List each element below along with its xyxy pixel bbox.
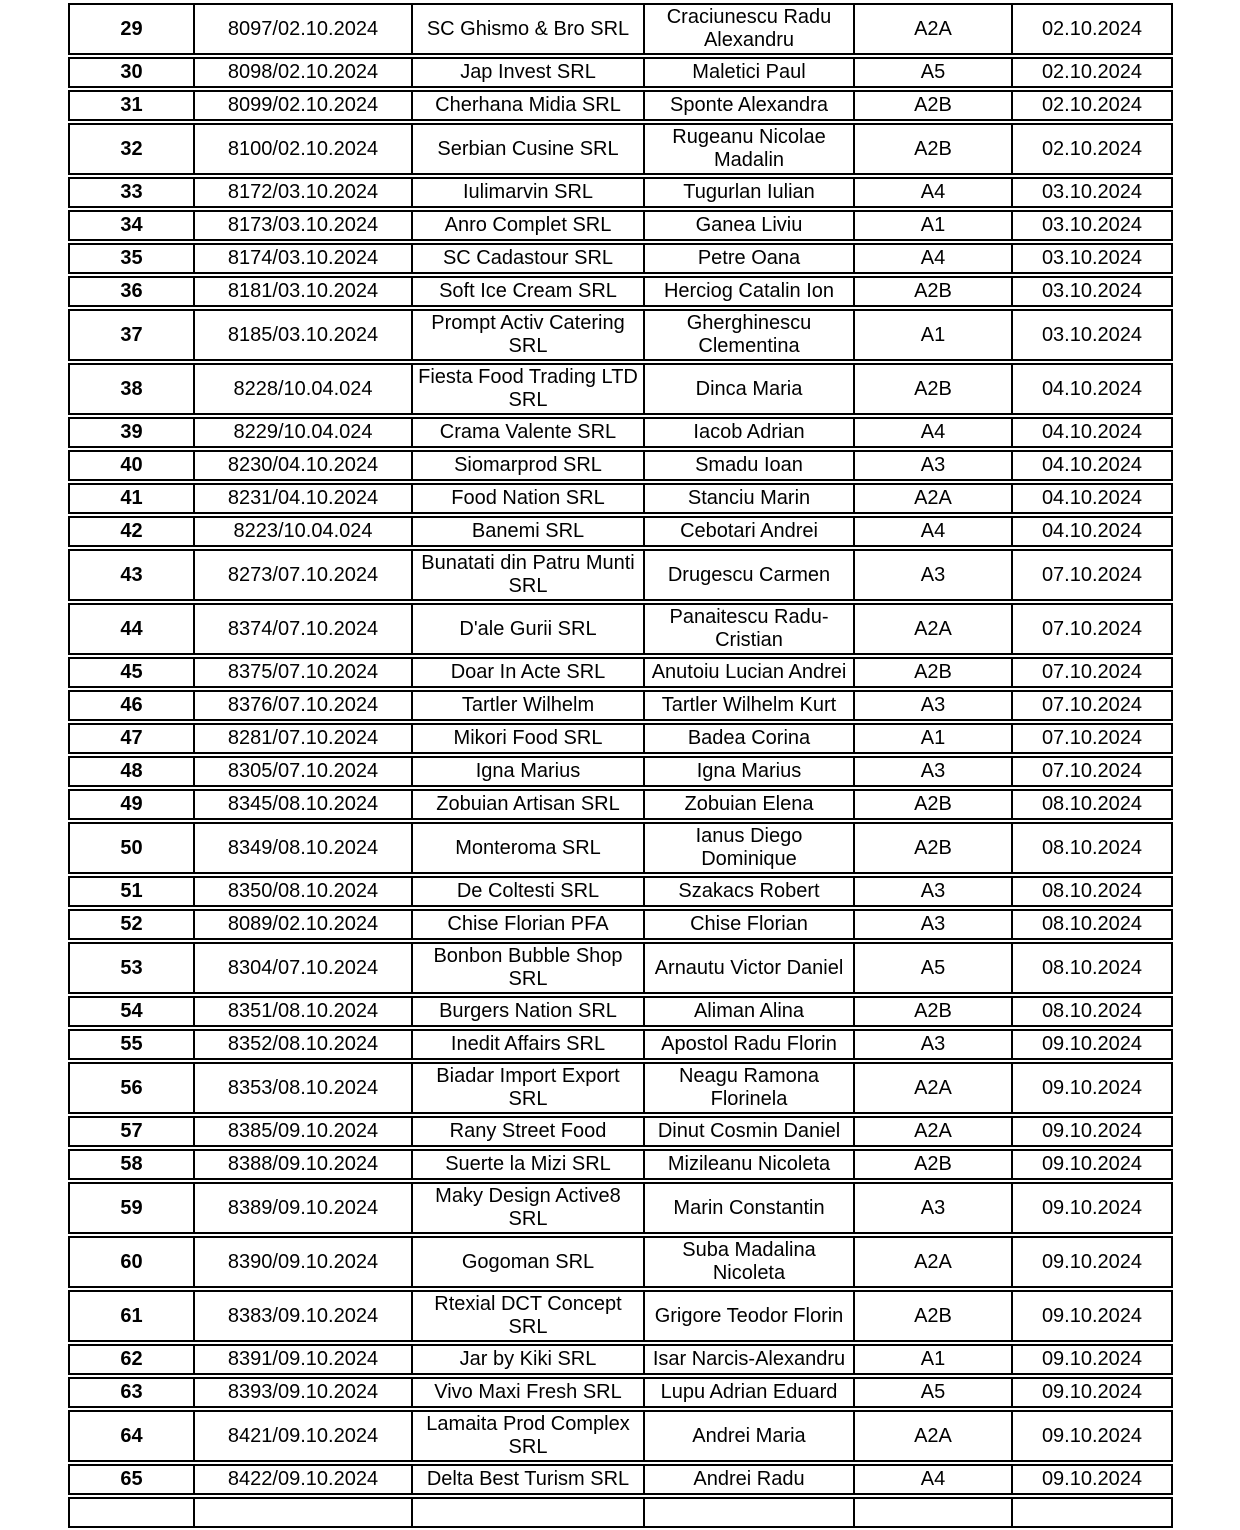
cell-classification-code: A4	[855, 417, 1013, 448]
cell-registration-number: 8393/09.10.2024	[195, 1377, 413, 1408]
cell-row-number: 48	[68, 756, 195, 787]
cell-classification-code: A2A	[855, 483, 1013, 514]
cell-empty	[195, 1497, 413, 1528]
table-row	[68, 1182, 1173, 1234]
cell-classification-code: A4	[855, 177, 1013, 208]
cell-company-name: Zobuian Artisan SRL	[413, 789, 645, 820]
cell-company-name: Jar by Kiki SRL	[413, 1344, 645, 1375]
cell-classification-code: A3	[855, 909, 1013, 940]
cell-classification-code: A4	[855, 1464, 1013, 1495]
cell-representative-name: Anutoiu Lucian Andrei	[645, 657, 855, 688]
table-row	[68, 1290, 1173, 1342]
cell-row-number: 59	[68, 1182, 195, 1234]
cell-classification-code: A2A	[855, 1062, 1013, 1114]
cell-classification-code: A5	[855, 942, 1013, 994]
cell-date: 07.10.2024	[1013, 756, 1173, 787]
cell-representative-name: Petre Oana	[645, 243, 855, 274]
cell-empty	[645, 1497, 855, 1528]
cell-classification-code: A2B	[855, 90, 1013, 121]
cell-classification-code: A2B	[855, 789, 1013, 820]
cell-classification-code: A1	[855, 1344, 1013, 1375]
cell-representative-name: Grigore Teodor Florin	[645, 1290, 855, 1342]
cell-classification-code: A2A	[855, 603, 1013, 655]
cell-company-name: Mikori Food SRL	[413, 723, 645, 754]
cell-date: 09.10.2024	[1013, 1377, 1173, 1408]
cell-date: 08.10.2024	[1013, 876, 1173, 907]
cell-registration-number: 8305/07.10.2024	[195, 756, 413, 787]
table-row	[68, 1236, 1173, 1288]
table-row	[68, 309, 1173, 361]
cell-company-name: Prompt Activ Catering SRL	[413, 309, 645, 361]
cell-registration-number: 8374/07.10.2024	[195, 603, 413, 655]
cell-date: 04.10.2024	[1013, 516, 1173, 547]
table-row	[68, 1149, 1173, 1180]
cell-representative-name: Stanciu Marin	[645, 483, 855, 514]
table-row	[68, 3, 1173, 55]
table-row	[68, 1464, 1173, 1495]
table-row	[68, 1344, 1173, 1375]
cell-row-number: 52	[68, 909, 195, 940]
cell-company-name: Doar In Acte SRL	[413, 657, 645, 688]
table-row	[68, 276, 1173, 307]
cell-representative-name: Tartler Wilhelm Kurt	[645, 690, 855, 721]
cell-representative-name: Craciunescu Radu Alexandru	[645, 3, 855, 55]
table-row	[68, 483, 1173, 514]
cell-row-number: 43	[68, 549, 195, 601]
cell-representative-name: Chise Florian	[645, 909, 855, 940]
cell-registration-number: 8383/09.10.2024	[195, 1290, 413, 1342]
cell-empty	[68, 1497, 195, 1528]
cell-company-name: Bonbon Bubble Shop SRL	[413, 942, 645, 994]
cell-row-number: 62	[68, 1344, 195, 1375]
cell-date: 02.10.2024	[1013, 123, 1173, 175]
cell-representative-name: Andrei Radu	[645, 1464, 855, 1495]
cell-company-name: Cherhana Midia SRL	[413, 90, 645, 121]
cell-company-name: Soft Ice Cream SRL	[413, 276, 645, 307]
cell-representative-name: Zobuian Elena	[645, 789, 855, 820]
cell-registration-number: 8385/09.10.2024	[195, 1116, 413, 1147]
cell-registration-number: 8099/02.10.2024	[195, 90, 413, 121]
table-row	[68, 123, 1173, 175]
cell-row-number: 64	[68, 1410, 195, 1462]
cell-company-name: Rtexial DCT Concept SRL	[413, 1290, 645, 1342]
cell-date: 03.10.2024	[1013, 309, 1173, 361]
cell-company-name: Monteroma SRL	[413, 822, 645, 874]
table-row	[68, 876, 1173, 907]
cell-classification-code: A3	[855, 1029, 1013, 1060]
cell-row-number: 36	[68, 276, 195, 307]
cell-classification-code: A2A	[855, 1410, 1013, 1462]
cell-company-name: Vivo Maxi Fresh SRL	[413, 1377, 645, 1408]
cell-company-name: Jap Invest SRL	[413, 57, 645, 88]
cell-company-name: Anro Complet SRL	[413, 210, 645, 241]
cell-row-number: 29	[68, 3, 195, 55]
cell-representative-name: Gherghinescu Clementina	[645, 309, 855, 361]
cell-registration-number: 8351/08.10.2024	[195, 996, 413, 1027]
table-row	[68, 603, 1173, 655]
cell-representative-name: Arnautu Victor Daniel	[645, 942, 855, 994]
cell-company-name: Iulimarvin SRL	[413, 177, 645, 208]
cell-row-number: 42	[68, 516, 195, 547]
table-row	[68, 723, 1173, 754]
cell-date: 08.10.2024	[1013, 942, 1173, 994]
cell-row-number: 58	[68, 1149, 195, 1180]
cell-classification-code: A2B	[855, 123, 1013, 175]
cell-registration-number: 8228/10.04.024	[195, 363, 413, 415]
cell-classification-code: A3	[855, 756, 1013, 787]
cell-representative-name: Marin Constantin	[645, 1182, 855, 1234]
cell-company-name: Biadar Import Export SRL	[413, 1062, 645, 1114]
cell-representative-name: Lupu Adrian Eduard	[645, 1377, 855, 1408]
cell-date: 09.10.2024	[1013, 1116, 1173, 1147]
cell-row-number: 37	[68, 309, 195, 361]
cell-registration-number: 8172/03.10.2024	[195, 177, 413, 208]
cell-date: 09.10.2024	[1013, 1344, 1173, 1375]
cell-date: 07.10.2024	[1013, 603, 1173, 655]
registry-table	[68, 1, 1173, 1530]
cell-registration-number: 8388/09.10.2024	[195, 1149, 413, 1180]
cell-classification-code: A2B	[855, 363, 1013, 415]
cell-registration-number: 8391/09.10.2024	[195, 1344, 413, 1375]
table-row	[68, 450, 1173, 481]
cell-date: 09.10.2024	[1013, 1182, 1173, 1234]
table-row	[68, 822, 1173, 874]
cell-date: 02.10.2024	[1013, 90, 1173, 121]
cell-company-name: Siomarprod SRL	[413, 450, 645, 481]
cell-date: 04.10.2024	[1013, 363, 1173, 415]
cell-row-number: 38	[68, 363, 195, 415]
cell-row-number: 54	[68, 996, 195, 1027]
table-row	[68, 996, 1173, 1027]
table-row	[68, 657, 1173, 688]
cell-empty	[413, 1497, 645, 1528]
cell-classification-code: A2A	[855, 3, 1013, 55]
table-row	[68, 363, 1173, 415]
cell-representative-name: Badea Corina	[645, 723, 855, 754]
cell-registration-number: 8353/08.10.2024	[195, 1062, 413, 1114]
cell-registration-number: 8350/08.10.2024	[195, 876, 413, 907]
cell-company-name: Food Nation SRL	[413, 483, 645, 514]
cell-row-number: 53	[68, 942, 195, 994]
table-row-partial	[68, 1497, 1173, 1528]
cell-representative-name: Dinca Maria	[645, 363, 855, 415]
table-row	[68, 210, 1173, 241]
cell-representative-name: Apostol Radu Florin	[645, 1029, 855, 1060]
table-row	[68, 1116, 1173, 1147]
cell-registration-number: 8390/09.10.2024	[195, 1236, 413, 1288]
cell-date: 09.10.2024	[1013, 1410, 1173, 1462]
cell-representative-name: Smadu Ioan	[645, 450, 855, 481]
cell-company-name: Tartler Wilhelm	[413, 690, 645, 721]
cell-row-number: 31	[68, 90, 195, 121]
cell-date: 07.10.2024	[1013, 549, 1173, 601]
cell-classification-code: A2B	[855, 996, 1013, 1027]
cell-classification-code: A2A	[855, 1236, 1013, 1288]
cell-classification-code: A2A	[855, 1116, 1013, 1147]
cell-representative-name: Szakacs Robert	[645, 876, 855, 907]
cell-registration-number: 8375/07.10.2024	[195, 657, 413, 688]
cell-row-number: 65	[68, 1464, 195, 1495]
cell-date: 04.10.2024	[1013, 450, 1173, 481]
table-row	[68, 417, 1173, 448]
cell-classification-code: A3	[855, 549, 1013, 601]
cell-date: 09.10.2024	[1013, 1062, 1173, 1114]
document-page	[68, 1, 1173, 1530]
table-row	[68, 789, 1173, 820]
cell-registration-number: 8345/08.10.2024	[195, 789, 413, 820]
table-row	[68, 243, 1173, 274]
cell-representative-name: Sponte Alexandra	[645, 90, 855, 121]
cell-registration-number: 8229/10.04.024	[195, 417, 413, 448]
cell-representative-name: Neagu Ramona Florinela	[645, 1062, 855, 1114]
cell-row-number: 41	[68, 483, 195, 514]
cell-date: 03.10.2024	[1013, 276, 1173, 307]
table-row	[68, 549, 1173, 601]
cell-company-name: De Coltesti SRL	[413, 876, 645, 907]
table-row	[68, 516, 1173, 547]
cell-date: 08.10.2024	[1013, 996, 1173, 1027]
cell-row-number: 35	[68, 243, 195, 274]
cell-classification-code: A1	[855, 309, 1013, 361]
cell-row-number: 32	[68, 123, 195, 175]
cell-classification-code: A3	[855, 690, 1013, 721]
table-row	[68, 177, 1173, 208]
cell-company-name: SC Ghismo & Bro SRL	[413, 3, 645, 55]
cell-row-number: 57	[68, 1116, 195, 1147]
cell-date: 09.10.2024	[1013, 1029, 1173, 1060]
cell-company-name: Igna Marius	[413, 756, 645, 787]
cell-row-number: 60	[68, 1236, 195, 1288]
cell-row-number: 56	[68, 1062, 195, 1114]
table-row	[68, 1029, 1173, 1060]
cell-row-number: 47	[68, 723, 195, 754]
cell-date: 09.10.2024	[1013, 1290, 1173, 1342]
cell-company-name: Chise Florian PFA	[413, 909, 645, 940]
cell-company-name: Banemi SRL	[413, 516, 645, 547]
cell-classification-code: A2B	[855, 1290, 1013, 1342]
cell-registration-number: 8185/03.10.2024	[195, 309, 413, 361]
cell-classification-code: A3	[855, 876, 1013, 907]
cell-classification-code: A2B	[855, 822, 1013, 874]
cell-date: 04.10.2024	[1013, 483, 1173, 514]
cell-empty	[855, 1497, 1013, 1528]
cell-classification-code: A2B	[855, 1149, 1013, 1180]
cell-date: 07.10.2024	[1013, 690, 1173, 721]
cell-company-name: Crama Valente SRL	[413, 417, 645, 448]
cell-registration-number: 8352/08.10.2024	[195, 1029, 413, 1060]
cell-date: 08.10.2024	[1013, 909, 1173, 940]
cell-row-number: 40	[68, 450, 195, 481]
cell-representative-name: Herciog Catalin Ion	[645, 276, 855, 307]
cell-company-name: Delta Best Turism SRL	[413, 1464, 645, 1495]
cell-date: 04.10.2024	[1013, 417, 1173, 448]
cell-date: 02.10.2024	[1013, 57, 1173, 88]
cell-classification-code: A2B	[855, 657, 1013, 688]
cell-representative-name: Isar Narcis-Alexandru	[645, 1344, 855, 1375]
cell-company-name: D'ale Gurii SRL	[413, 603, 645, 655]
cell-registration-number: 8389/09.10.2024	[195, 1182, 413, 1234]
cell-representative-name: Andrei Maria	[645, 1410, 855, 1462]
cell-registration-number: 8098/02.10.2024	[195, 57, 413, 88]
cell-row-number: 55	[68, 1029, 195, 1060]
cell-date: 08.10.2024	[1013, 822, 1173, 874]
cell-company-name: Maky Design Active8 SRL	[413, 1182, 645, 1234]
cell-registration-number: 8376/07.10.2024	[195, 690, 413, 721]
cell-registration-number: 8349/08.10.2024	[195, 822, 413, 874]
cell-row-number: 33	[68, 177, 195, 208]
cell-date: 07.10.2024	[1013, 657, 1173, 688]
cell-registration-number: 8231/04.10.2024	[195, 483, 413, 514]
cell-representative-name: Rugeanu Nicolae Madalin	[645, 123, 855, 175]
cell-representative-name: Cebotari Andrei	[645, 516, 855, 547]
cell-registration-number: 8173/03.10.2024	[195, 210, 413, 241]
cell-registration-number: 8100/02.10.2024	[195, 123, 413, 175]
cell-registration-number: 8174/03.10.2024	[195, 243, 413, 274]
cell-empty	[1013, 1497, 1173, 1528]
cell-registration-number: 8089/02.10.2024	[195, 909, 413, 940]
cell-representative-name: Iacob Adrian	[645, 417, 855, 448]
cell-registration-number: 8273/07.10.2024	[195, 549, 413, 601]
table-row	[68, 909, 1173, 940]
cell-representative-name: Mizileanu Nicoleta	[645, 1149, 855, 1180]
cell-date: 02.10.2024	[1013, 3, 1173, 55]
cell-classification-code: A5	[855, 57, 1013, 88]
cell-date: 03.10.2024	[1013, 177, 1173, 208]
cell-company-name: Suerte la Mizi SRL	[413, 1149, 645, 1180]
cell-registration-number: 8421/09.10.2024	[195, 1410, 413, 1462]
cell-row-number: 39	[68, 417, 195, 448]
cell-representative-name: Aliman Alina	[645, 996, 855, 1027]
cell-classification-code: A3	[855, 1182, 1013, 1234]
cell-company-name: Burgers Nation SRL	[413, 996, 645, 1027]
table-row	[68, 942, 1173, 994]
cell-date: 03.10.2024	[1013, 243, 1173, 274]
cell-row-number: 45	[68, 657, 195, 688]
cell-row-number: 34	[68, 210, 195, 241]
cell-row-number: 49	[68, 789, 195, 820]
cell-company-name: SC Cadastour SRL	[413, 243, 645, 274]
cell-date: 08.10.2024	[1013, 789, 1173, 820]
cell-date: 09.10.2024	[1013, 1236, 1173, 1288]
cell-representative-name: Ganea Liviu	[645, 210, 855, 241]
cell-company-name: Inedit Affairs SRL	[413, 1029, 645, 1060]
table-row	[68, 1410, 1173, 1462]
cell-representative-name: Suba Madalina Nicoleta	[645, 1236, 855, 1288]
cell-company-name: Fiesta Food Trading LTD SRL	[413, 363, 645, 415]
cell-registration-number: 8181/03.10.2024	[195, 276, 413, 307]
cell-registration-number: 8223/10.04.024	[195, 516, 413, 547]
cell-representative-name: Drugescu Carmen	[645, 549, 855, 601]
cell-date: 07.10.2024	[1013, 723, 1173, 754]
cell-classification-code: A3	[855, 450, 1013, 481]
table-row	[68, 690, 1173, 721]
cell-row-number: 63	[68, 1377, 195, 1408]
cell-classification-code: A4	[855, 516, 1013, 547]
table-row	[68, 1062, 1173, 1114]
cell-company-name: Rany Street Food	[413, 1116, 645, 1147]
cell-registration-number: 8097/02.10.2024	[195, 3, 413, 55]
cell-representative-name: Maletici Paul	[645, 57, 855, 88]
cell-classification-code: A1	[855, 210, 1013, 241]
cell-date: 03.10.2024	[1013, 210, 1173, 241]
cell-classification-code: A5	[855, 1377, 1013, 1408]
cell-company-name: Lamaita Prod Complex SRL	[413, 1410, 645, 1462]
cell-classification-code: A4	[855, 243, 1013, 274]
cell-representative-name: Dinut Cosmin Daniel	[645, 1116, 855, 1147]
registry-table-body	[68, 3, 1173, 1528]
cell-row-number: 61	[68, 1290, 195, 1342]
cell-representative-name: Panaitescu Radu-Cristian	[645, 603, 855, 655]
cell-classification-code: A1	[855, 723, 1013, 754]
cell-company-name: Serbian Cusine SRL	[413, 123, 645, 175]
cell-registration-number: 8304/07.10.2024	[195, 942, 413, 994]
table-row	[68, 1377, 1173, 1408]
table-row	[68, 756, 1173, 787]
cell-row-number: 30	[68, 57, 195, 88]
cell-classification-code: A2B	[855, 276, 1013, 307]
cell-row-number: 50	[68, 822, 195, 874]
cell-date: 09.10.2024	[1013, 1464, 1173, 1495]
cell-representative-name: Tugurlan Iulian	[645, 177, 855, 208]
cell-representative-name: Igna Marius	[645, 756, 855, 787]
cell-row-number: 46	[68, 690, 195, 721]
cell-row-number: 44	[68, 603, 195, 655]
cell-date: 09.10.2024	[1013, 1149, 1173, 1180]
cell-company-name: Gogoman SRL	[413, 1236, 645, 1288]
table-row	[68, 90, 1173, 121]
table-row	[68, 57, 1173, 88]
cell-representative-name: Ianus Diego Dominique	[645, 822, 855, 874]
cell-registration-number: 8422/09.10.2024	[195, 1464, 413, 1495]
cell-registration-number: 8281/07.10.2024	[195, 723, 413, 754]
cell-row-number: 51	[68, 876, 195, 907]
cell-company-name: Bunatati din Patru Munti SRL	[413, 549, 645, 601]
cell-registration-number: 8230/04.10.2024	[195, 450, 413, 481]
